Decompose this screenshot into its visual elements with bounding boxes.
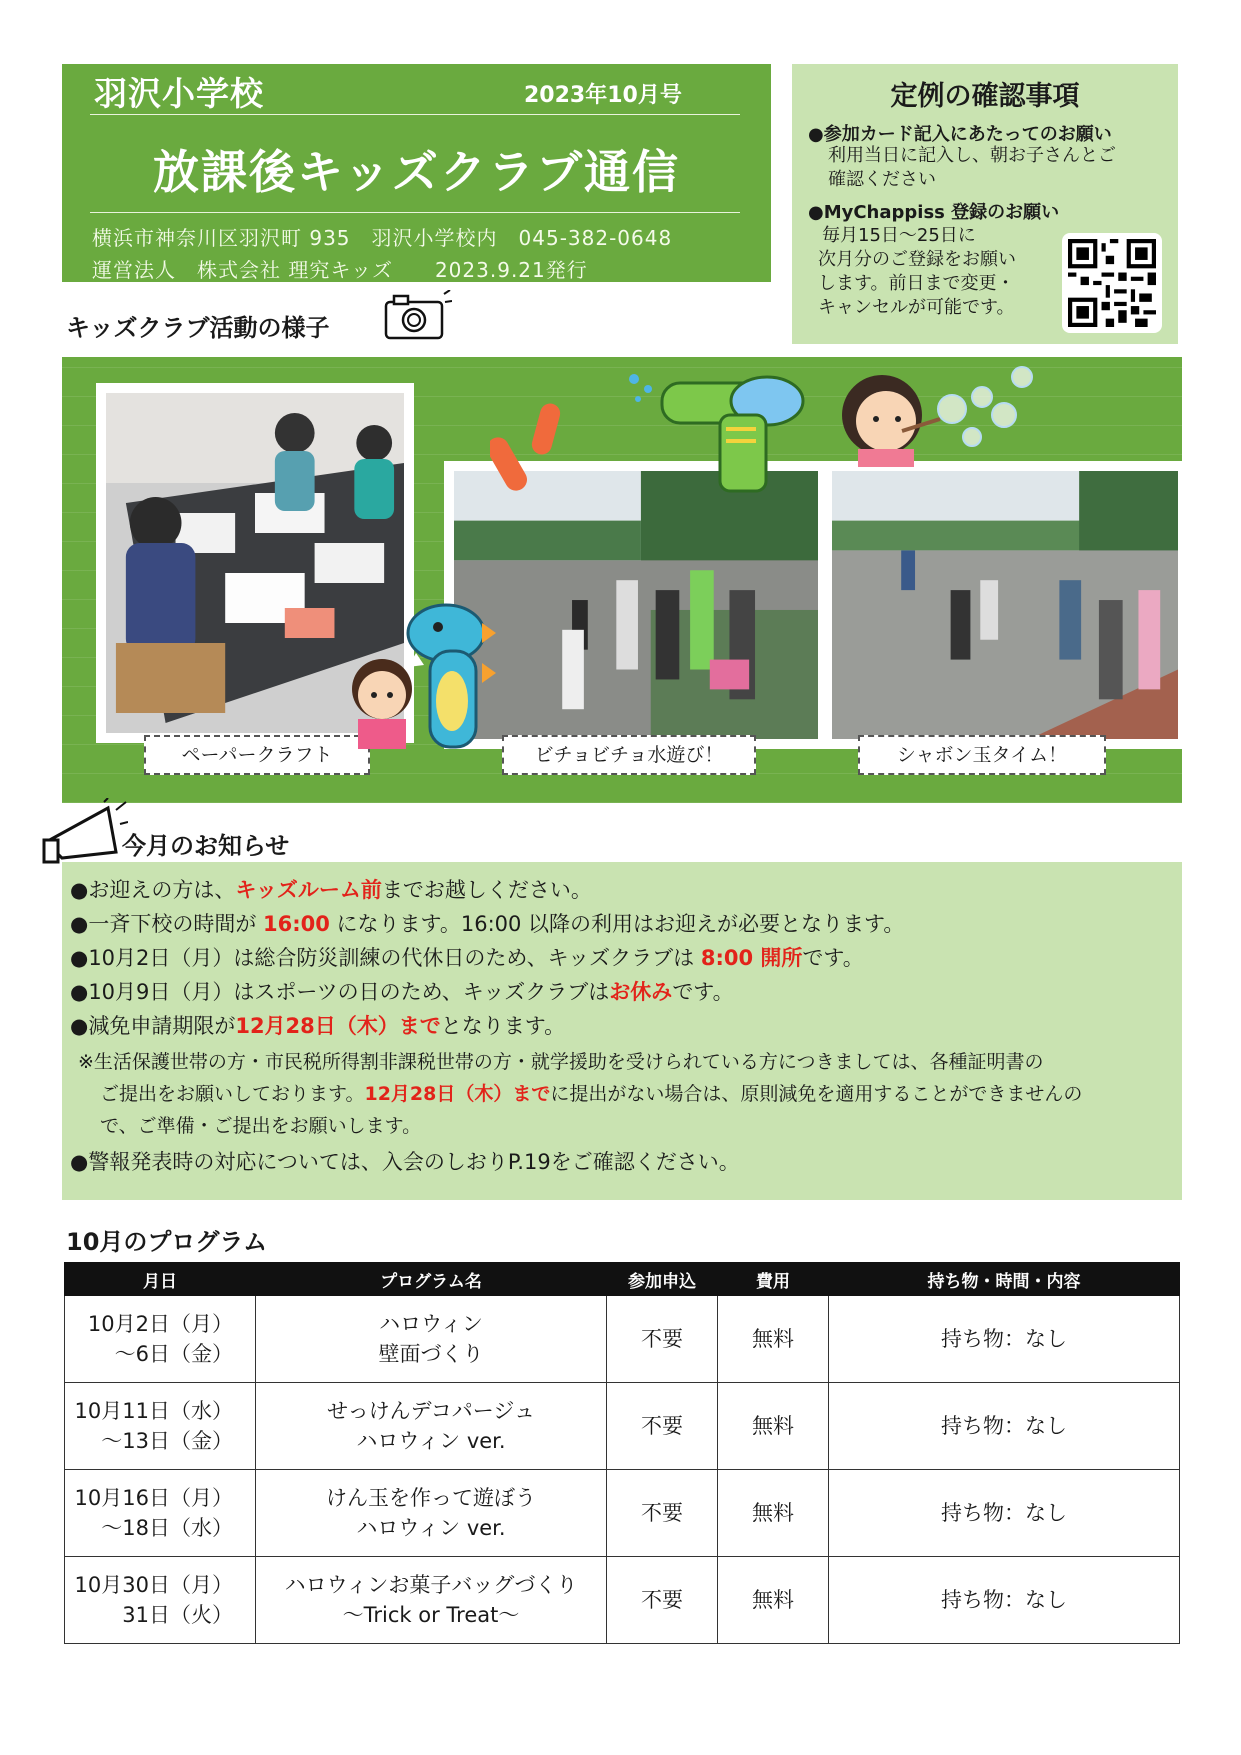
table-row [65,1383,1180,1470]
date-cell: 10月16日（月） ～18日（水） [65,1470,256,1557]
confirm-item-heading: ●参加カード記入にあたってのお願い [808,124,1112,145]
confirm-item-text: 確認ください [828,169,936,190]
divider [90,212,740,213]
table-header-row [65,1263,1180,1296]
notice-heading: 今月のお知らせ [122,832,290,860]
water-play-photo [454,471,818,739]
notice-line: ●一斉下校の時間が 16:00 になります。16:00 以降の利用はお迎えが必要となります。 [70,912,905,936]
apply-cell: 不要 [607,1557,718,1644]
issue-date: 2023年10月号 [524,83,682,108]
program-heading: 10月のプログラム [66,1228,268,1256]
column-header: 参加申込 [607,1263,718,1296]
notice-line: ●警報発表時の対応については、入会のしおりP.19をご確認ください。 [70,1150,740,1174]
date-cell: 10月2日（月） ～6日（金） [65,1296,256,1383]
apply-cell: 不要 [607,1383,718,1470]
water-gun-icon [622,365,822,499]
fee-cell: 無料 [718,1470,829,1557]
confirm-item-text: 利用当日に記入し、朝お子さんとご [828,145,1116,166]
notice-box [62,862,1182,1200]
fee-cell: 無料 [718,1383,829,1470]
newsletter-header [62,64,771,282]
confirm-item-text: キャンセルが可能です。 [818,297,1015,318]
notice-line: ●10月2日（月）は総合防災訓練の代休日のため、キッズクラブは 8:00 開所です。 [70,946,864,970]
divider [90,114,740,115]
apply-cell: 不要 [607,1470,718,1557]
qr-code-icon [1068,239,1156,327]
regular-confirmation-box [792,64,1178,344]
bubbles-photo [832,471,1178,739]
confirm-item-text: 次月分のご登録をお願い [818,249,1016,270]
program-name-cell: ハロウィンお菓子バッグづくり ～Trick or Treat～ [256,1557,607,1644]
notice-line: ●減免申請期限が12月28日（木）までとなります。 [70,1014,566,1038]
caption-water-play: ビチョビチョ水遊び！ [502,735,756,775]
column-header: 費用 [718,1263,829,1296]
apply-cell: 不要 [607,1296,718,1383]
boy-icon [338,649,428,753]
column-header: 月日 [65,1263,256,1296]
program-name-cell: せっけんデコパージュ ハロウィン ver. [256,1383,607,1470]
column-header: 持ち物・時間・内容 [829,1263,1180,1296]
caption-paper-craft: ペーパークラフト [144,735,370,775]
table-row [65,1296,1180,1383]
confirm-item-text: 毎月15日～25日に [822,225,976,246]
date-cell: 10月11日（水） ～13日（金） [65,1383,256,1470]
school-name: 羽沢小学校 [94,74,264,113]
activity-photo-area [62,357,1182,803]
notice-line: ●10月9日（月）はスポーツの日のため、キッズクラブはお休みです。 [70,980,734,1004]
column-header: プログラム名 [256,1263,607,1296]
activity-heading: キッズクラブ活動の様子 [66,314,330,342]
newsletter-title: 放課後キッズクラブ通信 [152,145,681,199]
photo-bubbles [822,461,1182,749]
program-table [64,1262,1180,1644]
address: 横浜市神奈川区羽沢町 935 羽沢小学校内 045-382-0648 [92,226,673,250]
issuer-info: 運営法人 株式会社 理究キッズ 2023.9.21発行 [92,258,588,282]
fee-cell: 無料 [718,1557,829,1644]
notice-note: ※生活保護世帯の方・市民税所得割非課税世帯の方・就学援助を受けられている方につきましては、各種証明書の [78,1051,1044,1073]
confirm-item-heading: ●MyChappiss 登録のお願い [808,202,1060,223]
table-row [65,1557,1180,1644]
confirm-item-text: します。前日まで変更・ [818,273,1015,294]
caption-bubbles: シャボン玉タイム！ [858,735,1106,775]
table-row [65,1470,1180,1557]
confirm-title: 定例の確認事項 [890,81,1080,112]
date-cell: 10月30日（月） 31日（火） [65,1557,256,1644]
items-cell: 持ち物：なし [829,1470,1180,1557]
girl-blowing-bubbles-icon [822,357,1072,471]
splash-marks-icon [490,395,570,499]
notice-note: で、ご準備・ご提出をお願いします。 [100,1115,422,1137]
notice-note: ご提出をお願いしております。12月28日（木）までに提出がない場合は、原則減免を適用することができませんの [100,1083,1083,1105]
program-name-cell: ハロウィン 壁面づくり [256,1296,607,1383]
items-cell: 持ち物：なし [829,1383,1180,1470]
items-cell: 持ち物：なし [829,1296,1180,1383]
qr-code[interactable] [1062,233,1162,333]
fee-cell: 無料 [718,1296,829,1383]
notice-line: ●お迎えの方は、キッズルーム前までお越しください。 [70,878,592,902]
program-name-cell: けん玉を作って遊ぼう ハロウィン ver. [256,1470,607,1557]
items-cell: 持ち物：なし [829,1557,1180,1644]
camera-icon [382,290,452,346]
